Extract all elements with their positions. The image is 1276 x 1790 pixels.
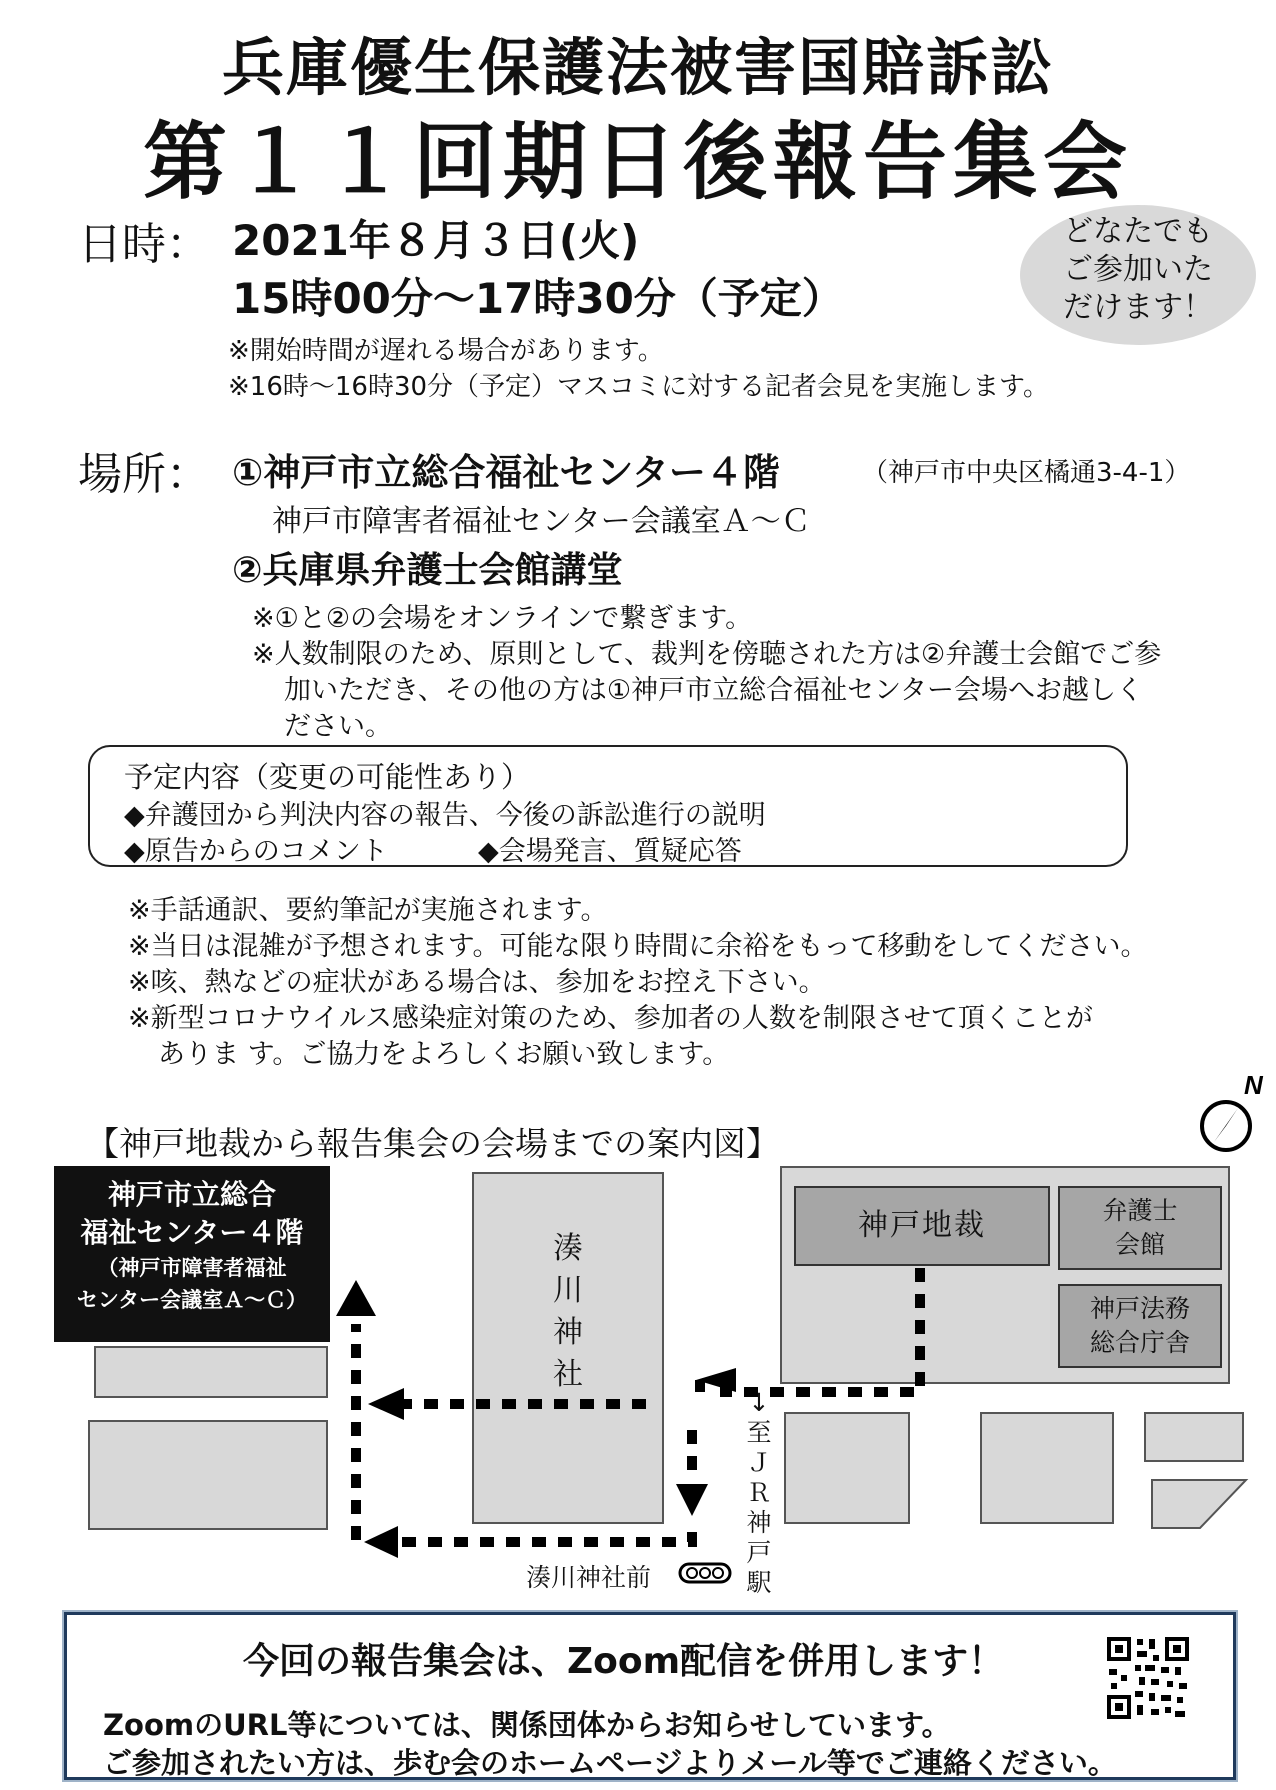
venue1-room: 神戸市障害者福祉センター会議室Ａ～Ｃ — [272, 504, 811, 539]
map-kobe-court: 神戸地裁 — [794, 1186, 1050, 1266]
route-segment — [386, 1532, 692, 1542]
datetime-label: 日時： — [78, 219, 210, 270]
shrine-char: 川 — [553, 1273, 583, 1308]
legal-line: 神戸法務 — [1089, 1294, 1190, 1323]
venue-label: 場所： — [78, 449, 210, 500]
station-char: ↓ — [748, 1388, 770, 1417]
map-venue-line: センター会議室Ａ～Ｃ） — [76, 1288, 308, 1312]
notice-3: ※咳、熱などの症状がある場合は、参加をお控え下さい。 — [128, 967, 826, 998]
map-title: 【神戸地裁から報告集会の会場までの案内図】 — [86, 1124, 779, 1163]
bus-stop-label: 湊川神社前 — [526, 1563, 652, 1592]
zoom-headline: 今回の報告集会は、Zoom配信を併用します！ — [243, 1641, 1005, 1682]
route-segment — [720, 1268, 920, 1392]
north-label: N — [1244, 1070, 1263, 1100]
station-char: 駅 — [746, 1568, 772, 1597]
bar-line: 会館 — [1114, 1230, 1165, 1259]
station-char: 戸 — [746, 1538, 772, 1567]
notice-5: ありま す。ご協力をよろしくお願い致します。 — [158, 1039, 730, 1070]
schedule-item-2: ◆原告からのコメント — [124, 836, 388, 867]
datetime-note-1: ※開始時間が遅れる場合があります。 — [228, 336, 664, 366]
event-time: 15時00分～17時30分（予定） — [232, 274, 844, 323]
schedule-item-1: ◆弁護団から判決内容の報告、今後の訴訟進行の説明 — [124, 800, 766, 831]
venue-note-1: ※①と②の会場をオンラインで繋ぎます。 — [252, 603, 753, 634]
shrine-char: 湊 — [553, 1231, 583, 1266]
venue1-address: （神戸市中央区橘通3-4-1） — [862, 458, 1191, 488]
shrine-char: 社 — [553, 1357, 583, 1392]
notice-4: ※新型コロナウイルス感染症対策のため、参加者の人数を制限させて頂くことが — [128, 1003, 1093, 1034]
route-arrow-icon — [364, 1526, 398, 1558]
bubble-line: だけます！ — [1063, 290, 1213, 325]
venue-note-4: ださい。 — [284, 711, 392, 742]
map-venue-line: 福祉センター４階 — [80, 1216, 304, 1249]
datetime-note-2: ※16時～16時30分（予定）マスコミに対する記者会見を実施します。 — [228, 372, 1049, 402]
route-arrow-icon — [336, 1280, 376, 1316]
map-venue-line: 神戸市立総合 — [107, 1178, 276, 1211]
zoom-notice-box — [64, 1612, 1236, 1780]
schedule-title: 予定内容（変更の可能性あり） — [124, 760, 531, 794]
map-venue-line: （神戸市障害者福祉 — [97, 1256, 287, 1280]
station-char: Ｒ — [746, 1478, 772, 1507]
station-char: 神 — [746, 1508, 772, 1537]
venue1-name: ①神戸市立総合福祉センター４階 — [232, 451, 780, 494]
bubble-line: ご参加いた — [1063, 252, 1213, 287]
schedule-item-3: ◆会場発言、質疑応答 — [478, 836, 742, 867]
venue-note-3: 加いただき、その他の方は①神戸市立総合福祉センター会場へお越しく — [284, 675, 1144, 706]
station-char: Ｊ — [746, 1448, 772, 1477]
legal-line: 総合庁舎 — [1089, 1328, 1190, 1357]
zoom-line-2: ご参加されたい方は、歩む会のホームページよりメール等でご連絡ください。 — [103, 1746, 1117, 1780]
route-arrow-icon — [368, 1388, 404, 1420]
station-label — [744, 1388, 774, 1598]
event-date: 2021年８月３日(火) — [232, 216, 640, 265]
qr-code-icon[interactable] — [1105, 1635, 1191, 1721]
route-arrow-icon — [676, 1484, 708, 1516]
title-line1: 兵庫優生保護法被害国賠訴訟 — [221, 31, 1054, 104]
zoom-line-1: ZoomのURL等については、関係団体からお知らせしています。 — [103, 1708, 951, 1742]
title-line2: 第１１回期日後報告集会 — [142, 113, 1133, 211]
venue2-name: ②兵庫県弁護士会館講堂 — [232, 550, 623, 591]
bar-line: 弁護士 — [1102, 1196, 1178, 1225]
venue-note-2: ※人数制限のため、原則として、裁判を傍聴された方は②弁護士会館でご参 — [252, 639, 1162, 670]
notice-2: ※当日は混雑が予想されます。可能な限り時間に余裕をもって移動をしてください。 — [128, 931, 1148, 962]
bubble-line: どなたでも — [1063, 214, 1213, 249]
notice-1: ※手話通訳、要約筆記が実施されます。 — [128, 895, 608, 926]
station-char: 至 — [746, 1418, 772, 1447]
shrine-char: 神 — [553, 1315, 583, 1350]
